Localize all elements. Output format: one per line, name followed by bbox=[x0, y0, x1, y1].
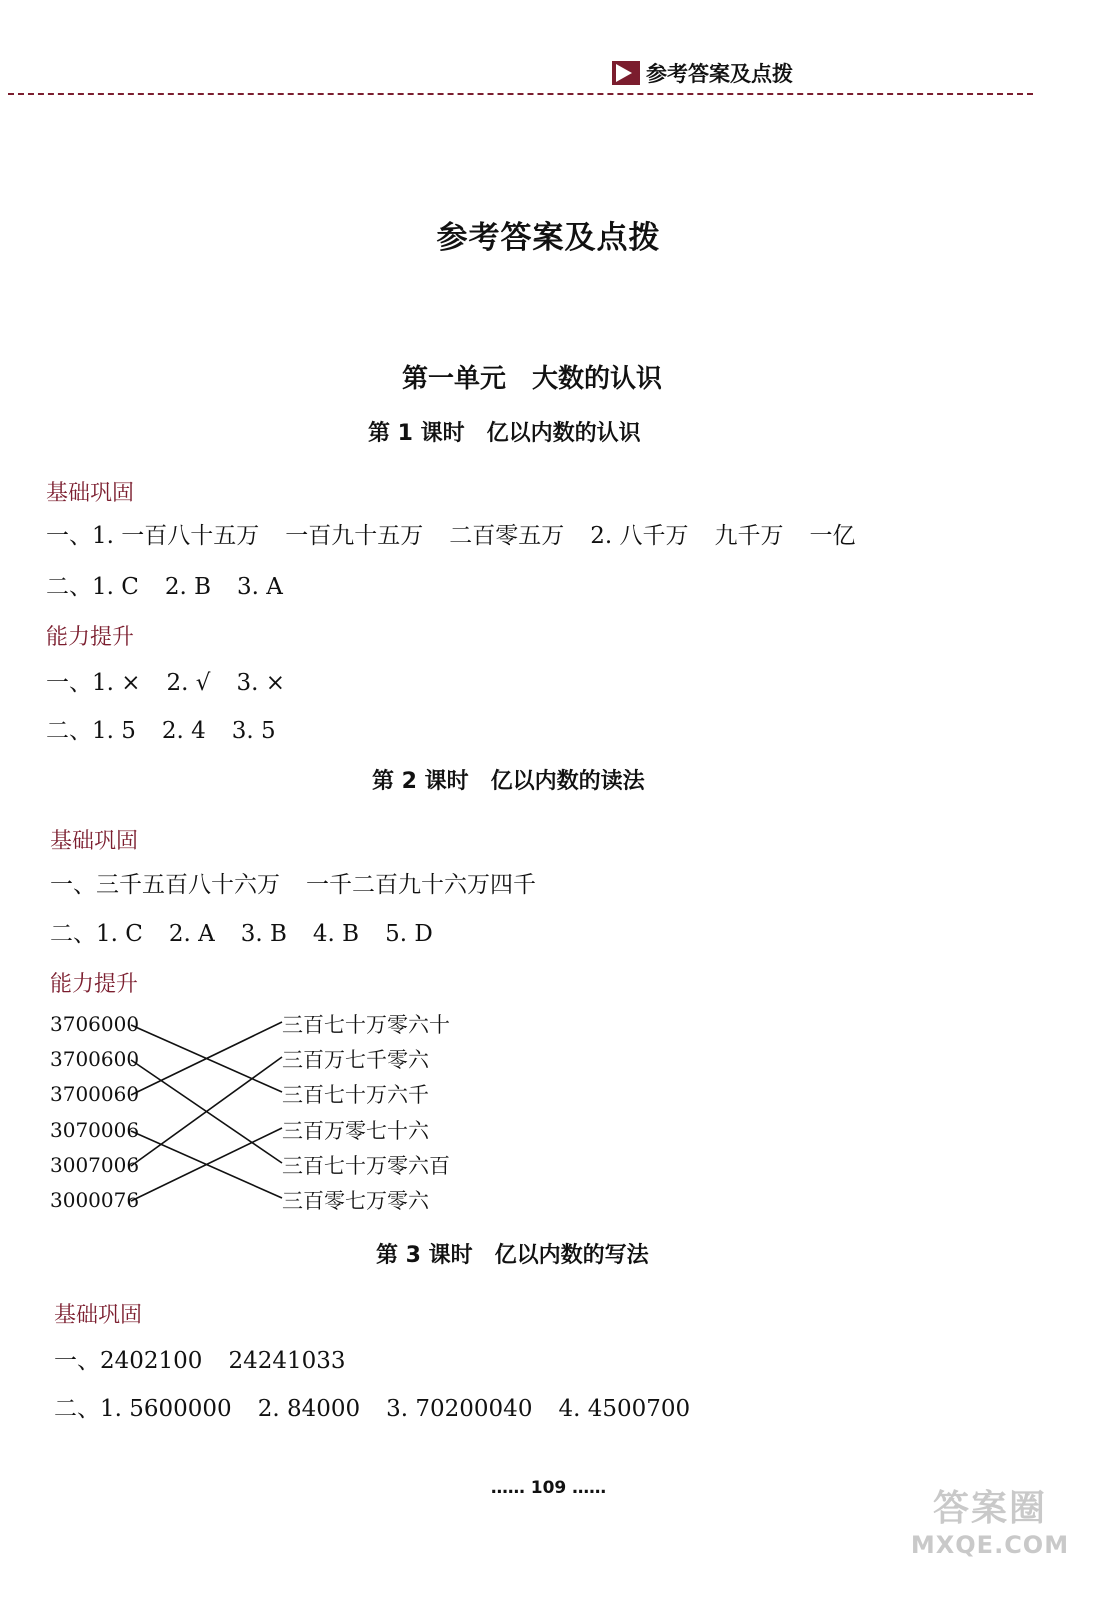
lesson-2-basic-label: 基础巩固 bbox=[50, 829, 139, 854]
answer-item: 2. 84000 bbox=[257, 1396, 361, 1422]
answer-item: 4. 4500700 bbox=[558, 1396, 691, 1422]
answer-item: 2. A bbox=[168, 921, 215, 947]
dots-right: …… bbox=[572, 1478, 607, 1498]
answer-item: 二、1. C bbox=[46, 574, 139, 600]
match-word: 三百万零七十六 bbox=[282, 1119, 429, 1143]
answer-item: 4. B bbox=[312, 921, 360, 947]
lesson-3-basic-label: 基础巩固 bbox=[54, 1303, 143, 1328]
match-word: 三百万七千零六 bbox=[282, 1048, 429, 1072]
match-word: 三百七十万零六十 bbox=[282, 1013, 450, 1037]
page-number-value: 109 bbox=[530, 1478, 567, 1498]
answer-item: 5. D bbox=[385, 921, 433, 947]
lesson-3-basic-line-2 bbox=[54, 1390, 690, 1423]
answer-item: 一亿 bbox=[809, 523, 856, 549]
lesson-1-advanced-label: 能力提升 bbox=[46, 625, 135, 650]
lesson-1-title: 第 1 课时 亿以内数的认识 bbox=[368, 421, 641, 446]
answer-item: 3. 70200040 bbox=[386, 1396, 533, 1422]
lesson-1-basic-label: 基础巩固 bbox=[46, 481, 135, 506]
answer-item: 一千二百九十六万四千 bbox=[306, 872, 536, 898]
answer-item: 2. 4 bbox=[161, 718, 206, 744]
answer-item: 一百九十五万 bbox=[285, 523, 424, 549]
answer-item: 二、1. 5600000 bbox=[54, 1396, 232, 1422]
match-number: 3700600 bbox=[50, 1047, 140, 1071]
answer-item: 一、1. × bbox=[46, 670, 141, 696]
watermark-sub: MXQE.COM bbox=[910, 1531, 1070, 1559]
answer-item: 2. 八千万 bbox=[590, 523, 689, 549]
match-line bbox=[131, 1128, 282, 1201]
match-word: 三百七十万六千 bbox=[282, 1083, 429, 1107]
match-number: 3070006 bbox=[50, 1118, 140, 1142]
answer-item: 3. A bbox=[237, 574, 283, 600]
running-header-label: 参考答案及点拨 bbox=[646, 62, 793, 86]
lesson-2-advanced-label: 能力提升 bbox=[50, 972, 139, 997]
answer-item: 二百零五万 bbox=[449, 523, 565, 549]
answer-item: 3. × bbox=[236, 670, 285, 696]
answer-item: 一、1. 一百八十五万 bbox=[46, 523, 260, 549]
watermark-logo bbox=[900, 1480, 1080, 1559]
answer-item: 一、2402100 bbox=[54, 1348, 203, 1374]
dots-left: …… bbox=[490, 1478, 525, 1498]
match-line bbox=[131, 1057, 282, 1166]
match-word: 三百零七万零六 bbox=[282, 1189, 429, 1213]
watermark-main: 答案圈 bbox=[932, 1488, 1047, 1529]
match-line bbox=[131, 1022, 282, 1095]
answer-item: 2. B bbox=[164, 574, 212, 600]
lesson-3-basic-line-1 bbox=[54, 1342, 346, 1375]
match-number: 3700060 bbox=[50, 1082, 140, 1106]
answer-item: 九千万 bbox=[714, 523, 784, 549]
lesson-3-title: 第 3 课时 亿以内数的写法 bbox=[376, 1243, 649, 1268]
match-number: 3706000 bbox=[50, 1012, 140, 1036]
match-number: 3000076 bbox=[50, 1188, 140, 1212]
answer-item: 3. B bbox=[240, 921, 287, 947]
answer-item: 24241033 bbox=[228, 1348, 346, 1374]
answer-item: 一、三千五百八十六万 bbox=[50, 872, 280, 898]
lesson-2-title: 第 2 课时 亿以内数的读法 bbox=[372, 769, 645, 794]
match-number: 3007006 bbox=[50, 1153, 140, 1177]
answer-item: 2. √ bbox=[166, 670, 211, 696]
answer-item: 3. 5 bbox=[231, 718, 276, 744]
unit-title: 第一单元 大数的认识 bbox=[401, 364, 662, 394]
match-word: 三百七十万零六百 bbox=[282, 1154, 450, 1178]
page-title: 参考答案及点拨 bbox=[436, 220, 661, 256]
answer-item: 二、1. C bbox=[50, 921, 143, 947]
answer-item: 二、1. 5 bbox=[46, 718, 136, 744]
